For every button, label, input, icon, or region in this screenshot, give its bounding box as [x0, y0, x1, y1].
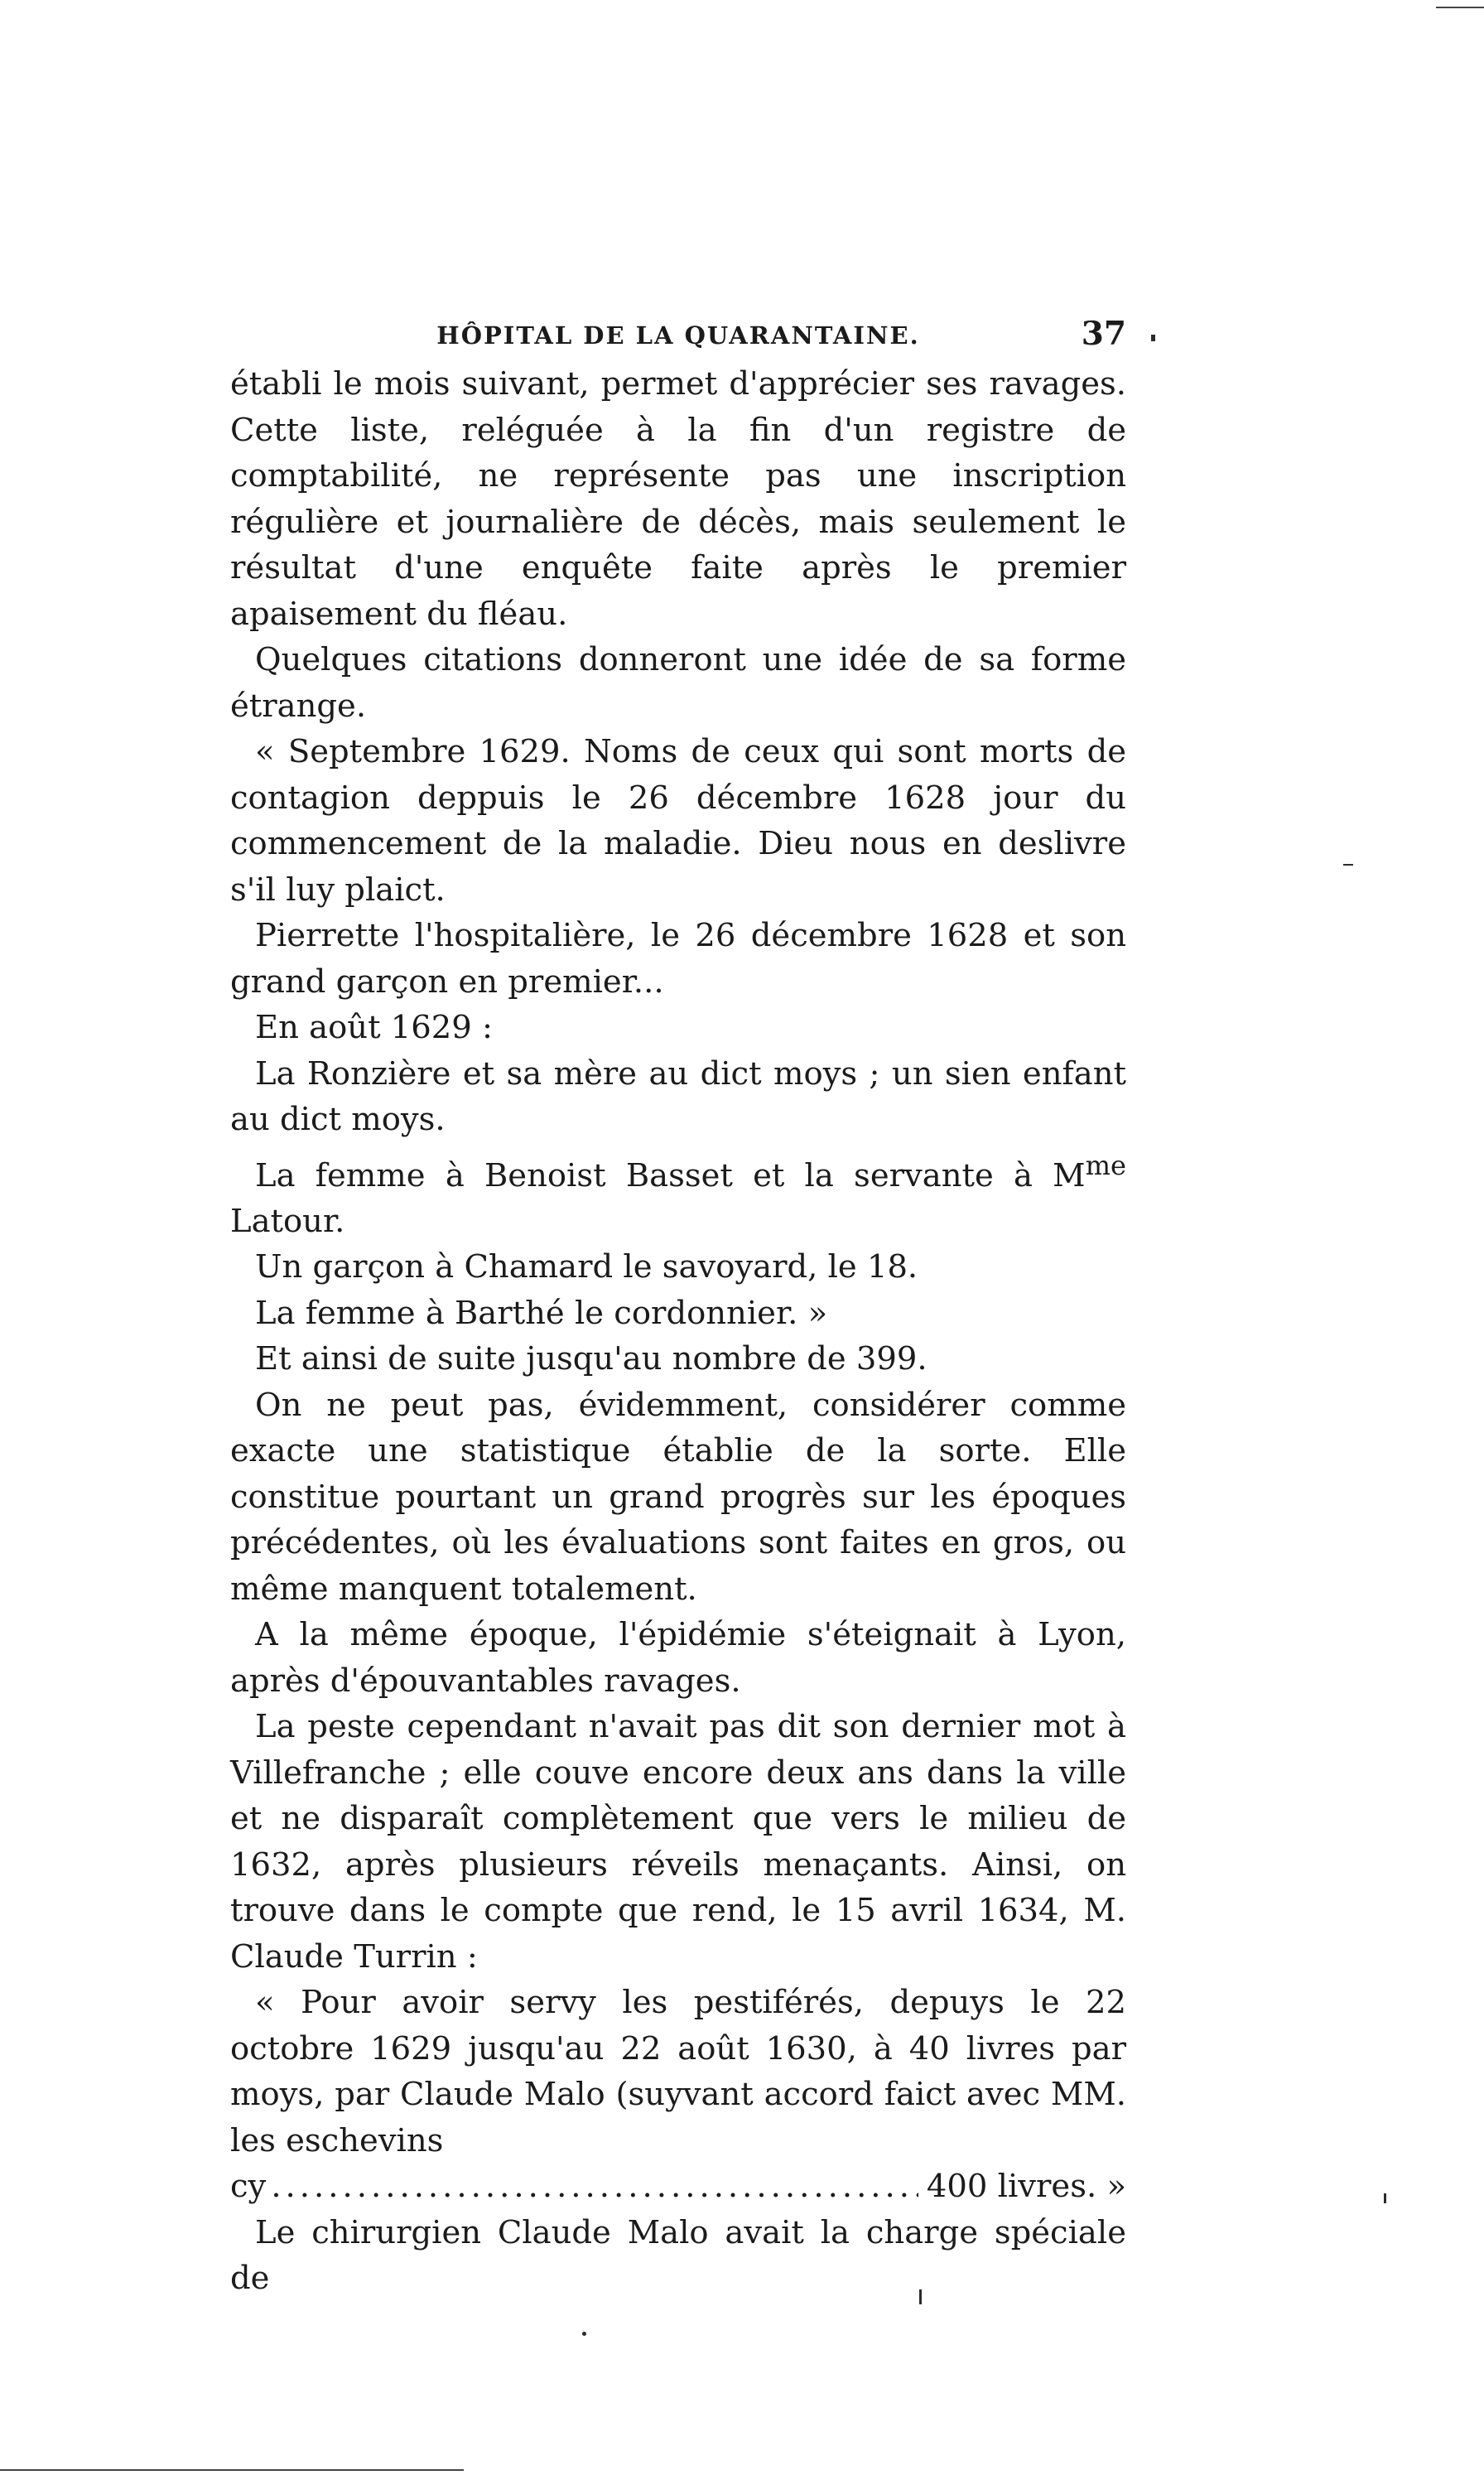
paragraph-7-tail: Latour. — [230, 1202, 345, 1240]
scan-speck — [582, 2332, 586, 2336]
dot-leader — [271, 2164, 918, 2210]
leader-label: cy — [230, 2168, 267, 2206]
paragraph-1: établi le mois suivant, permet d'apprécier ses ravages. Cette liste, reléguée à la fin d'un registre de comptabilité, ne représente pas une inscription régulière et journalière de décès, mais seulement le résultat d'une enquête faite après le premier apaisement du fléau. — [230, 365, 1126, 633]
page-number: 37 — [1081, 315, 1126, 353]
body-text — [230, 361, 1126, 2302]
paragraph-5: En août 1629 : — [255, 1009, 493, 1046]
paragraph-12: A la même époque, l'épidémie s'éteignait à Lyon, après d'épouvantables ravages. — [230, 1616, 1126, 1700]
paragraph-8: Un garçon à Chamard le savoyard, le 18. — [255, 1248, 918, 1286]
paragraph-14: « Pour avoir servy les pestiférés, depuys le 22 octobre 1629 jusqu'au 22 août 1630, à 40 livres par moys, par Claude Malo (suyvant accord faict avec MM. les eschevins — [230, 1984, 1126, 2159]
paragraph-9: La femme à Barthé le cordonnier. » — [255, 1294, 828, 1332]
scan-edge-rule-bottom — [0, 2469, 464, 2471]
paragraph-7 — [230, 1143, 1126, 1245]
paragraph-13: La peste cependant n'avait pas dit son dernier mot à Villefranche ; elle couve encore deux ans dans la ville et ne disparaît complètement que vers le milieu de 1632, après plusieurs réveils menaçants. Ainsi, on trouve dans le compte que rend, le 15 avril 1634, M. Claude Turrin : — [230, 1708, 1126, 1976]
scan-speck — [1384, 2193, 1386, 2203]
running-title: HÔPITAL DE LA QUARANTAINE. — [436, 321, 920, 350]
running-header — [230, 313, 1126, 363]
scan-speck — [1151, 335, 1155, 341]
leader-amount: 400 livres. » — [926, 2168, 1126, 2206]
accounting-leader-line — [230, 2164, 1126, 2210]
scan-speck — [1343, 864, 1353, 866]
paragraph-11: On ne peut pas, évidemment, considérer comme exacte une statistique établie de la sorte. Elle constitue pourtant un grand progrès sur les époques précédentes, où les évaluations sont faites en gros, ou même manquent totalement. — [230, 1386, 1126, 1608]
paragraph-7-text: La femme à Benoist Basset et la servante à M — [255, 1156, 1086, 1194]
paragraph-15: Le chirurgien Claude Malo avait la charge spéciale de — [230, 2213, 1126, 2298]
scan-speck — [919, 2289, 922, 2304]
paragraph-3: « Septembre 1629. Noms de ceux qui sont morts de contagion deppuis le 26 décembre 1628 jour du commencement de la maladie. Dieu nous en deslivre s'il luy plaict. — [230, 733, 1126, 909]
paragraph-2: Quelques citations donneront une idée de sa forme étrange. — [230, 641, 1126, 725]
superscript-me: me — [1085, 1149, 1126, 1181]
paragraph-4: Pierrette l'hospitalière, le 26 décembre 1628 et son grand garçon en premier... — [230, 917, 1126, 1001]
scan-edge-rule-top — [1436, 7, 1484, 8]
paragraph-6: La Ronzière et sa mère au dict moys ; un sien enfant au dict moys. — [230, 1054, 1126, 1138]
paragraph-10: Et ainsi de suite jusqu'au nombre de 399. — [255, 1340, 928, 1378]
